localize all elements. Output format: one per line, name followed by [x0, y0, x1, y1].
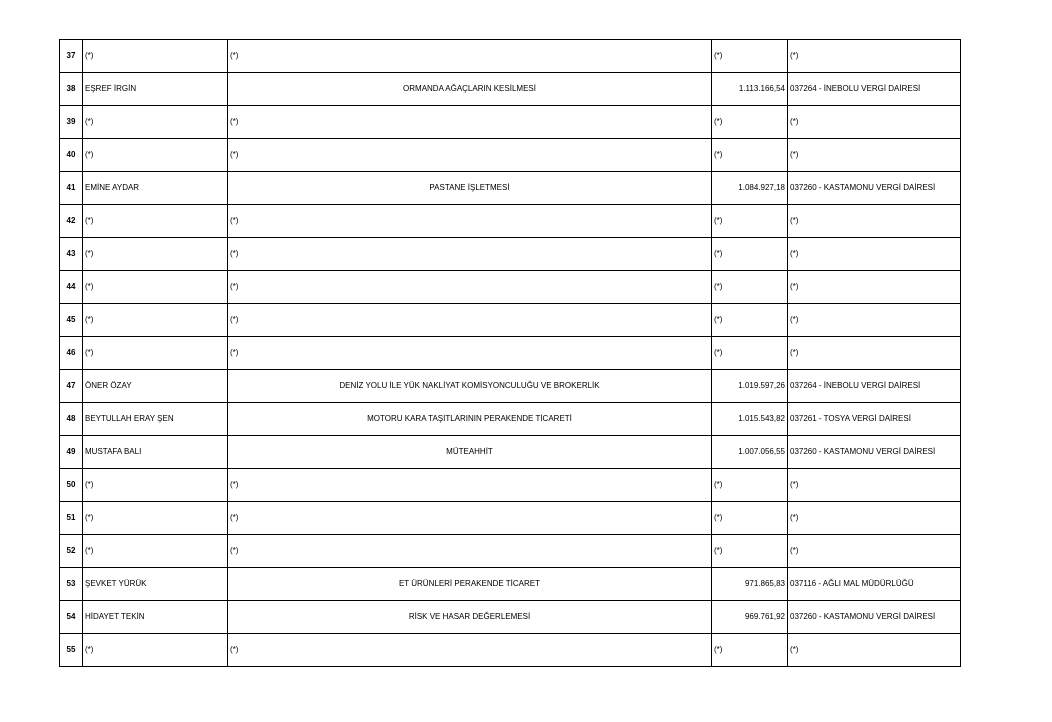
row-number: 52	[60, 535, 83, 568]
taxpayer-name: (*)	[83, 139, 228, 172]
declared-amount: 1.113.166,54	[712, 73, 788, 106]
tax-office: 037264 - İNEBOLU VERGİ DAİRESİ	[788, 73, 961, 106]
tax-office: (*)	[788, 502, 961, 535]
row-number: 37	[60, 40, 83, 73]
tax-office: (*)	[788, 535, 961, 568]
row-number: 38	[60, 73, 83, 106]
row-number: 41	[60, 172, 83, 205]
taxpayer-name: (*)	[83, 238, 228, 271]
table-row	[60, 40, 961, 73]
declared-amount: 1.015.543,82	[712, 403, 788, 436]
business-activity: (*)	[228, 139, 712, 172]
row-number: 39	[60, 106, 83, 139]
business-activity: (*)	[228, 271, 712, 304]
table-row	[60, 469, 961, 502]
declared-amount: (*)	[712, 469, 788, 502]
business-activity: ORMANDA AĞAÇLARIN KESİLMESİ	[228, 73, 712, 106]
taxpayer-name: (*)	[83, 304, 228, 337]
business-activity: (*)	[228, 40, 712, 73]
row-number: 46	[60, 337, 83, 370]
business-activity: (*)	[228, 238, 712, 271]
taxpayer-name: (*)	[83, 502, 228, 535]
declared-amount: 969.761,92	[712, 601, 788, 634]
tax-office: 037261 - TOSYA VERGİ DAİRESİ	[788, 403, 961, 436]
row-number: 54	[60, 601, 83, 634]
tax-office: (*)	[788, 469, 961, 502]
taxpayer-name: (*)	[83, 271, 228, 304]
business-activity: (*)	[228, 634, 712, 667]
business-activity: (*)	[228, 535, 712, 568]
row-number: 53	[60, 568, 83, 601]
table-row	[60, 238, 961, 271]
table-row	[60, 172, 961, 205]
table-row	[60, 271, 961, 304]
taxpayer-name: MUSTAFA BALI	[83, 436, 228, 469]
tax-office: (*)	[788, 40, 961, 73]
taxpayer-name: (*)	[83, 205, 228, 238]
taxpayer-name: (*)	[83, 40, 228, 73]
taxpayer-name: (*)	[83, 337, 228, 370]
declared-amount: (*)	[712, 634, 788, 667]
taxpayer-name: (*)	[83, 634, 228, 667]
business-activity: MÜTEAHHİT	[228, 436, 712, 469]
business-activity: (*)	[228, 502, 712, 535]
tax-office: 037260 - KASTAMONU VERGİ DAİRESİ	[788, 436, 961, 469]
tax-office: (*)	[788, 271, 961, 304]
tax-office: 037260 - KASTAMONU VERGİ DAİRESİ	[788, 172, 961, 205]
table-row	[60, 205, 961, 238]
business-activity: ET ÜRÜNLERİ PERAKENDE TİCARET	[228, 568, 712, 601]
table-row	[60, 106, 961, 139]
declared-amount: (*)	[712, 139, 788, 172]
row-number: 49	[60, 436, 83, 469]
declared-amount: 971.865,83	[712, 568, 788, 601]
business-activity: (*)	[228, 205, 712, 238]
row-number: 45	[60, 304, 83, 337]
declared-amount: (*)	[712, 238, 788, 271]
row-number: 50	[60, 469, 83, 502]
business-activity: RİSK VE HASAR DEĞERLEMESİ	[228, 601, 712, 634]
tax-office: 037260 - KASTAMONU VERGİ DAİRESİ	[788, 601, 961, 634]
row-number: 40	[60, 139, 83, 172]
declared-amount: (*)	[712, 205, 788, 238]
declared-amount: (*)	[712, 271, 788, 304]
declared-amount: (*)	[712, 535, 788, 568]
tax-office: 037116 - AĞLI MAL MÜDÜRLÜĞÜ	[788, 568, 961, 601]
tax-office: (*)	[788, 337, 961, 370]
table-row	[60, 304, 961, 337]
taxpayer-name: EŞREF İRGİN	[83, 73, 228, 106]
taxpayer-table	[59, 39, 961, 667]
taxpayer-name: (*)	[83, 106, 228, 139]
taxpayer-name: HİDAYET TEKİN	[83, 601, 228, 634]
declared-amount: 1.019.597,26	[712, 370, 788, 403]
table-row	[60, 370, 961, 403]
table-row	[60, 403, 961, 436]
tax-office: (*)	[788, 238, 961, 271]
business-activity: (*)	[228, 106, 712, 139]
business-activity: (*)	[228, 304, 712, 337]
row-number: 55	[60, 634, 83, 667]
declared-amount: (*)	[712, 40, 788, 73]
table-row	[60, 139, 961, 172]
table-row	[60, 502, 961, 535]
table-row	[60, 535, 961, 568]
tax-office: 037264 - İNEBOLU VERGİ DAİRESİ	[788, 370, 961, 403]
declared-amount: (*)	[712, 502, 788, 535]
table-row	[60, 436, 961, 469]
business-activity: (*)	[228, 469, 712, 502]
taxpayer-name: EMİNE AYDAR	[83, 172, 228, 205]
table-row	[60, 337, 961, 370]
taxpayer-name: (*)	[83, 469, 228, 502]
business-activity: DENİZ YOLU İLE YÜK NAKLİYAT KOMİSYONCULUĞU VE BROKERLİK	[228, 370, 712, 403]
business-activity: PASTANE İŞLETMESİ	[228, 172, 712, 205]
declared-amount: 1.007.056,55	[712, 436, 788, 469]
table-row	[60, 73, 961, 106]
row-number: 43	[60, 238, 83, 271]
table-row	[60, 634, 961, 667]
row-number: 42	[60, 205, 83, 238]
business-activity: MOTORU KARA TAŞITLARININ PERAKENDE TİCARETİ	[228, 403, 712, 436]
tax-office: (*)	[788, 205, 961, 238]
tax-office: (*)	[788, 139, 961, 172]
business-activity: (*)	[228, 337, 712, 370]
tax-office: (*)	[788, 106, 961, 139]
row-number: 51	[60, 502, 83, 535]
table-body	[60, 40, 961, 667]
declared-amount: (*)	[712, 304, 788, 337]
tax-office: (*)	[788, 304, 961, 337]
row-number: 47	[60, 370, 83, 403]
taxpayer-name: ÖNER ÖZAY	[83, 370, 228, 403]
table-row	[60, 568, 961, 601]
taxpayer-name: BEYTULLAH ERAY ŞEN	[83, 403, 228, 436]
declared-amount: (*)	[712, 337, 788, 370]
table-row	[60, 601, 961, 634]
row-number: 48	[60, 403, 83, 436]
tax-office: (*)	[788, 634, 961, 667]
declared-amount: (*)	[712, 106, 788, 139]
row-number: 44	[60, 271, 83, 304]
taxpayer-name: ŞEVKET YÜRÜK	[83, 568, 228, 601]
taxpayer-name: (*)	[83, 535, 228, 568]
declared-amount: 1.084.927,18	[712, 172, 788, 205]
